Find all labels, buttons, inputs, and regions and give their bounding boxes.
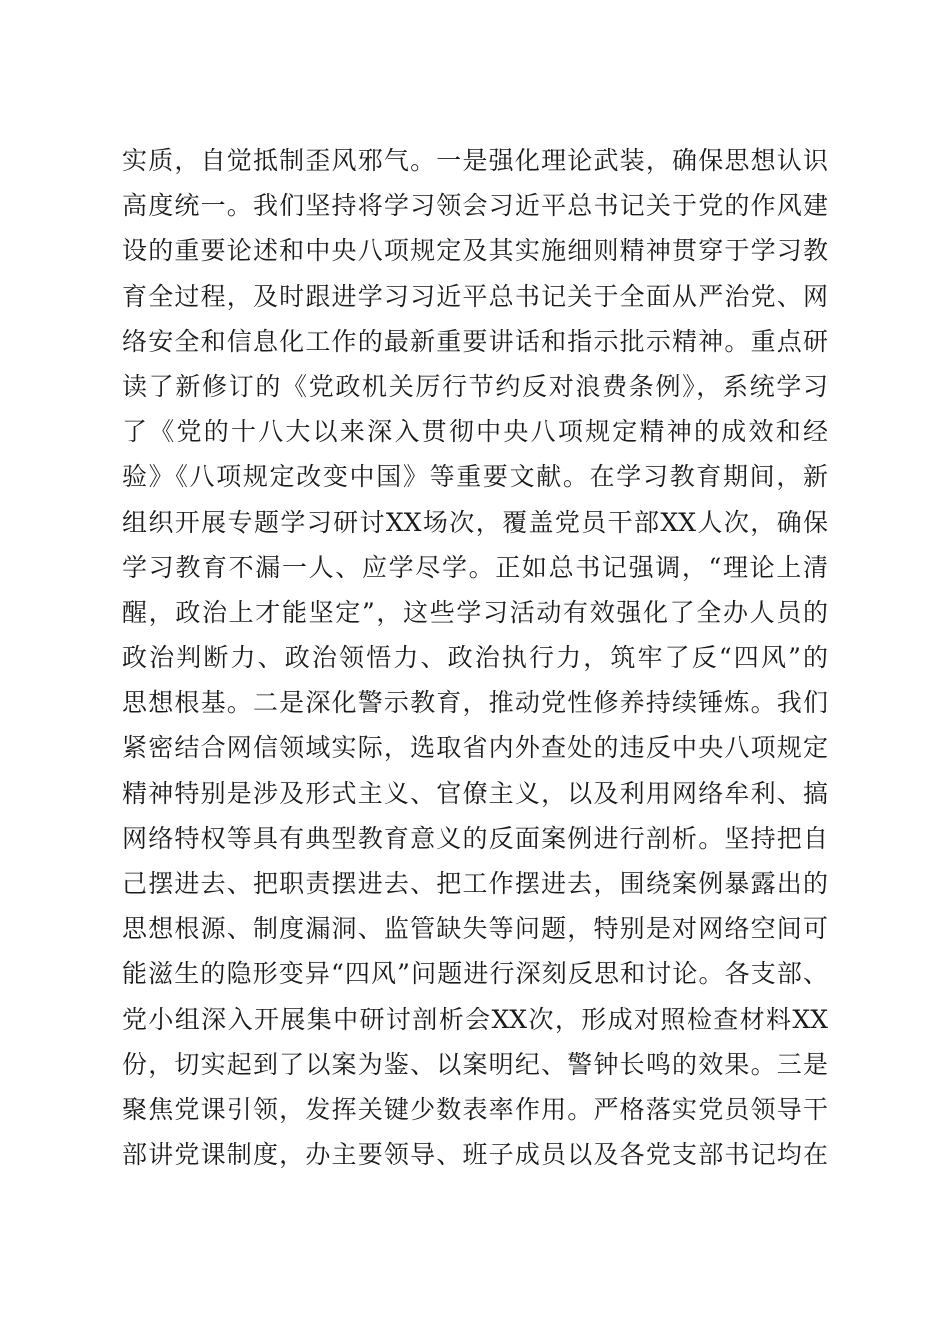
- text-line: 组织开展专题学习研讨XX场次，覆盖党员干部XX人次，确保: [122, 507, 828, 537]
- text-line: 政治判断力、政治领悟力、政治执行力，筑牢了反“四风”的: [122, 643, 828, 673]
- text-line: 醒，政治上才能坚定”，这些学习活动有效强化了全办人员的: [122, 597, 828, 627]
- text-line: 思想根源、制度漏洞、监管缺失等问题，特别是对网络空间可: [122, 914, 828, 944]
- text-line: 紧密结合网信领域实际，选取省内外查处的违反中央八项规定: [122, 733, 828, 763]
- text-line: 学习教育不漏一人、应学尽学。正如总书记强调，“理论上清: [122, 552, 828, 582]
- text-line: 能滋生的隐形变异“四风”问题进行深刻反思和讨论。各支部、: [122, 959, 828, 989]
- text-line: 读了新修订的《党政机关厉行节约反对浪费条例》，系统学习: [122, 371, 828, 401]
- text-line: 思想根基。二是深化警示教育，推动党性修养持续锤炼。我们: [122, 688, 828, 718]
- text-line: 份，切实起到了以案为鉴、以案明纪、警钟长鸣的效果。三是: [122, 1049, 828, 1079]
- text-line: 精神特别是涉及形式主义、官僚主义，以及利用网络牟利、搞: [122, 778, 828, 808]
- text-line: 络安全和信息化工作的最新重要讲话和指示批示精神。重点研: [122, 326, 828, 356]
- text-line: 验》《八项规定改变中国》等重要文献。在学习教育期间，新: [122, 462, 828, 492]
- text-line: 设的重要论述和中央八项规定及其实施细则精神贯穿于学习教: [122, 236, 828, 266]
- text-line: 聚焦党课引领，发挥关键少数表率作用。严格落实党员领导干: [122, 1094, 828, 1124]
- text-line: 部讲党课制度，办主要领导、班子成员以及各党支部书记均在: [122, 1140, 828, 1170]
- text-line: 己摆进去、把职责摆进去、把工作摆进去，围绕案例暴露出的: [122, 869, 828, 898]
- text-line: 网络特权等具有典型教育意义的反面案例进行剖析。坚持把自: [122, 823, 828, 853]
- text-line: 实质，自觉抵制歪风邪气。一是强化理论武装，确保思想认识: [122, 146, 828, 175]
- body-paragraph: [122, 138, 828, 1177]
- text-line: 党小组深入开展集中研讨剖析会XX次，形成对照检查材料XX: [122, 1004, 828, 1034]
- text-line: 高度统一。我们坚持将学习领会习近平总书记关于党的作风建: [122, 191, 828, 221]
- text-line: 育全过程，及时跟进学习习近平总书记关于全面从严治党、网: [122, 281, 828, 311]
- text-line: 了《党的十八大以来深入贯彻中央八项规定精神的成效和经: [122, 417, 828, 447]
